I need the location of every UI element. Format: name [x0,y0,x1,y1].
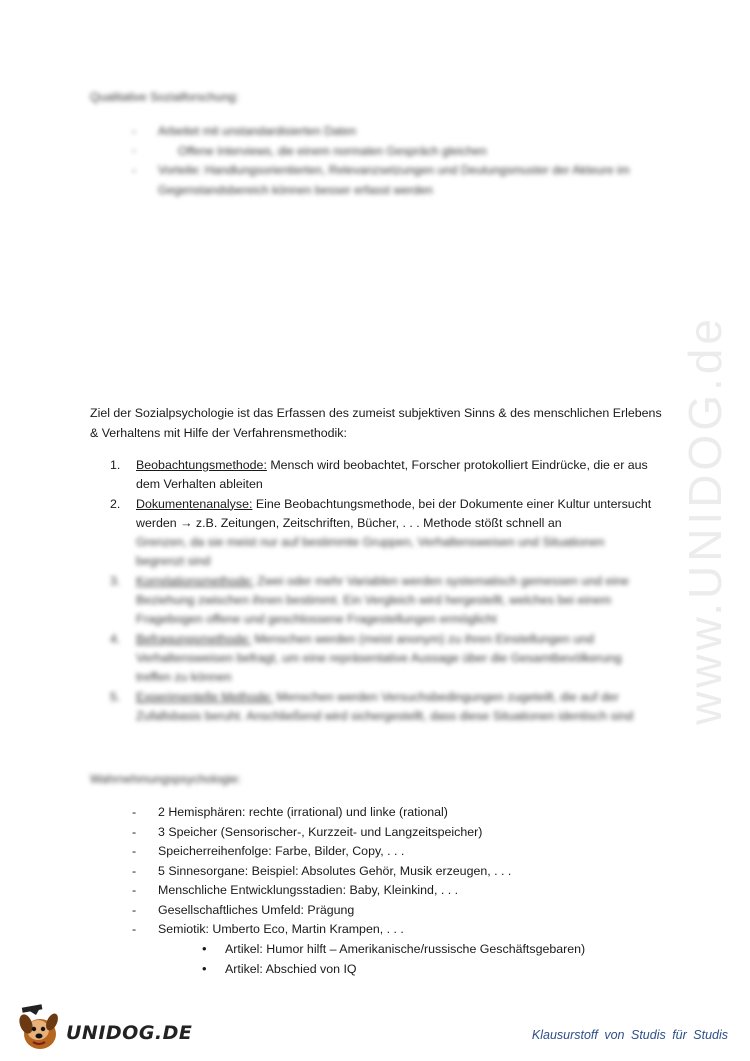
list-item: - 2 Hemisphären: rechte (irrational) und linke (rational) [132,803,511,823]
method-number: 4. [110,631,121,646]
unidog-logo [14,1000,193,1056]
wahrnehmung-list [132,803,511,940]
method-text: Eine Beobachtungsmethode, bei der Dokumente einer Kultur untersucht werden → z.B. Zeitungen, Zeitschriften, Bücher, . . . Methode stößt schnell an [136,496,652,530]
method-item [110,630,655,688]
method-item [110,495,655,572]
methods-list [110,456,655,726]
list-item: • Artikel: Humor hilft – Amerikanische/russische Geschäftsgebaren) [200,939,585,959]
section-title-qualitative: Qualitative Sozialforschung: [90,90,239,104]
method-term: Beobachtungsmethode: [136,458,267,472]
list-item: - Offene Interviews, die einem normalen Gespräch gleichen [132,142,672,162]
list-item: - Semiotik: Umberto Eco, Martin Krampen, . . . [132,920,511,940]
method-item [110,688,655,727]
list-item: - Vorteile: Handlungsorientierten, Relevanzsetzungen und Deutungsmuster der Akteure im Gegenstandsbereich können besser erfasst werden [132,161,672,200]
method-text: Zwei oder mehr Variablen werden systematisch gemessen und eine Beziehung zwischen ihnen bestimmt. Ein Vergleich wird hergestellt, welches bei einem Fragebogen offene und geschlossene Fragestellungen ermöglicht [136,573,629,627]
list-item: - 5 Sinnesorgane: Beispiel: Absolutes Gehör, Musik erzeugen, . . . [132,862,511,882]
method-text: Menschen werden Versuchsbedingungen zugeteilt, die auf der Zufallsbasis beruht. Anschließend wird sichergestellt, dass diese Situationen identisch sind [136,689,634,723]
method-term: Korrelationsmethode: [136,573,254,588]
method-item [110,572,655,630]
method-text: Mensch wird beobachtet, Forscher protokolliert Eindrücke, die er aus dem Verhalten ableiten [136,458,648,492]
method-term: Experimentelle Methode: [136,689,274,704]
method-text-blurred: Grenzen, da sie meist nur auf bestimmte Gruppen, Verhaltensweisen und Situationen begrenzt sind [136,535,605,569]
footer-tagline: Klausurstoff von Studis für Studis [531,1028,728,1042]
list-item: - Menschliche Entwicklungsstadien: Baby, Kleinkind, . . . [132,881,511,901]
method-term: Befragungsmethode: [136,631,252,646]
method-number: 3. [110,573,121,588]
method-item [110,456,655,495]
section-title-wahrnehmung: Wahrnehmungspsychologie: [90,772,241,786]
qualitative-list [132,122,672,200]
method-number: 5. [110,689,121,704]
list-item: - Gesellschaftliches Umfeld: Prägung [132,901,511,921]
watermark: www.UNIDOG.de [679,315,731,725]
list-item: - 3 Speicher (Sensorischer-, Kurzzeit- und Langzeitspeicher) [132,823,511,843]
method-number: 1. [110,458,121,472]
logo-text: UNIDOG.DE [66,1022,193,1044]
list-item: - Arbeitet mit unstandardisierten Daten [132,122,672,142]
method-text: Menschen werden (meist anonym) zu ihren Einstellungen und Verhaltensweisen befragt, um eine repräsentative Aussage über die Gesamtbevölkerung treffen zu können [136,631,622,685]
list-item: • Artikel: Abschied von IQ [200,959,585,979]
dog-icon [14,1000,66,1056]
method-number: 2. [110,496,121,511]
list-item: - Speicherreihenfolge: Farbe, Bilder, Copy, . . . [132,842,511,862]
semiotik-sublist [200,939,585,979]
method-term: Dokumentenanalyse: [136,496,253,511]
intro-paragraph: Ziel der Sozialpsychologie ist das Erfassen des zumeist subjektiven Sinns & des menschlichen Erlebens & Verhaltens mit Hilfe der Verfahrensmethodik: [90,406,662,440]
